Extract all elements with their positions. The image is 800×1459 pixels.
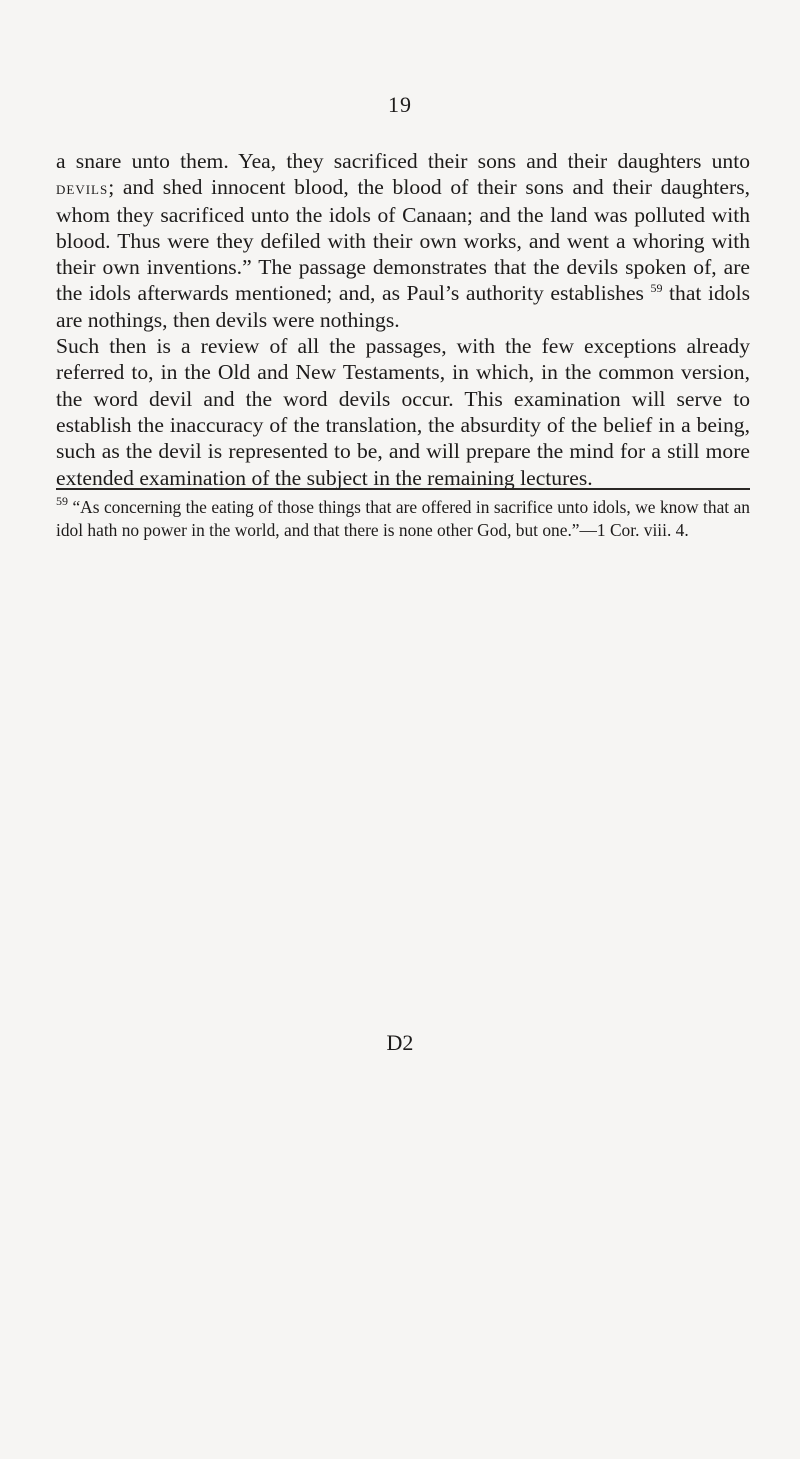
footnote-reference: 59 [650, 281, 663, 296]
paragraph-2: Such then is a review of all the passages, with the few exceptions already referred to, in the Old and New Testaments, in which, in the common version, the word devil and the word devils occur. This examination will serve to establish the inaccuracy of the translation, the absurdity of the belief in a being, such as the devil is represented to be, and will prepare the mind for a still more extended examination of the subject in the remaining lectures. [56, 334, 750, 490]
paragraph-1-end: that idols are nothings, then devils were nothings. [56, 281, 750, 332]
footnote-number: 59 [56, 494, 68, 508]
main-text [56, 148, 750, 491]
small-caps-devils: devils [56, 178, 109, 199]
footnote-text: “As concerning the eating of those things that are offered in sacrifice unto idols, we know that an idol hath no power in the world, and that there is none other God, but one.”—1 Cor. viii. 4. [56, 497, 750, 540]
paragraph-1 [56, 148, 750, 333]
footnote-divider [56, 488, 750, 490]
paragraph-1-start: a snare unto them. Yea, they sacrificed their sons and their daughters unto [56, 149, 750, 173]
signature-mark: D2 [386, 1030, 414, 1055]
page-number: 19 [388, 92, 412, 117]
paragraph-1-middle: ; and shed innocent blood, the blood of their sons and their daughters, whom they sacrificed unto the idols of Canaan; and the land was polluted with blood. Thus were they defiled with their own works, and went a whoring with their own inventions.” The passage demonstrates that the devils spoken of, are the idols afterwards mentioned; and, as Paul’s authority establishes [56, 175, 750, 306]
footnote [56, 496, 750, 541]
